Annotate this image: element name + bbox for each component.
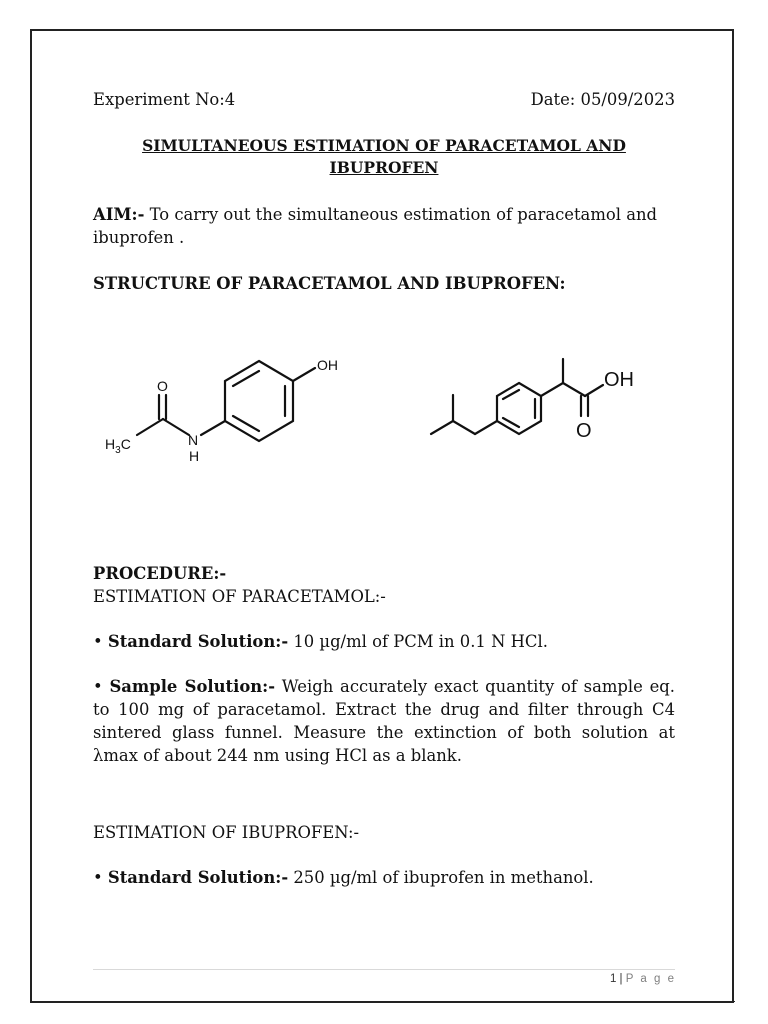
ibu-standard-label: Standard Solution:- (107, 868, 289, 887)
title-line-1: SIMULTANEOUS ESTIMATION OF PARACETAMOL AND (142, 136, 626, 155)
page-number: 1 (609, 973, 617, 985)
document-body (93, 88, 675, 889)
pcm-sample-text: Weigh accurately exact quantity of sample eq. to 100 mg of paracetamol. Extract the drug and filter through C4 sintered glass funnel. Measure the extinction of both solution at λmax of about 244 nm using HCl as a blank. (93, 677, 675, 765)
ibu-standard-solution (93, 866, 675, 889)
pcm-standard-text: 10 µg/ml of PCM in 0.1 N HCl. (288, 632, 548, 651)
bullet: • (93, 677, 103, 696)
header-row (93, 88, 675, 111)
paracetamol-o-label: O (157, 378, 168, 394)
aim-paragraph (93, 203, 675, 249)
pcm-standard-label: Standard Solution:- (107, 632, 289, 651)
page-border-bottom-line (35, 1001, 735, 1002)
footer-divider (93, 969, 675, 970)
page-footer (610, 973, 676, 985)
bullet: • (93, 868, 103, 887)
document-title (93, 135, 675, 179)
aim-label: AIM:- (93, 205, 145, 224)
experiment-date: Date: 05/09/2023 (530, 90, 675, 109)
paracetamol-estimation-heading: ESTIMATION OF PARACETAMOL:- (93, 587, 386, 606)
ibuprofen-o-label: O (576, 420, 592, 442)
title-line-2: IBUPROFEN (329, 158, 439, 177)
paracetamol-structure (93, 315, 383, 495)
ibu-standard-text: 250 µg/ml of ibuprofen in methanol. (288, 868, 594, 887)
aim-text: To carry out the simultaneous estimation of paracetamol and ibuprofen . (93, 205, 658, 247)
structure-heading: STRUCTURE OF PARACETAMOL AND IBUPROFEN: (93, 274, 566, 293)
bullet: • (93, 632, 103, 651)
paracetamol-n-label: N (188, 432, 199, 448)
pcm-standard-solution (93, 630, 675, 653)
ibuprofen-oh-label: OH (604, 369, 634, 391)
experiment-number: Experiment No:4 (93, 90, 236, 109)
ibuprofen-structure (399, 315, 675, 495)
paracetamol-oh-label: OH (317, 357, 338, 373)
page-word: P a g e (625, 973, 676, 985)
ibuprofen-estimation-heading: ESTIMATION OF IBUPROFEN:- (93, 823, 360, 842)
procedure-heading: PROCEDURE:- (93, 564, 227, 583)
footer-separator: | (619, 973, 623, 985)
pcm-sample-solution (93, 675, 675, 767)
paracetamol-h3c-label: $H_3C$ (105, 436, 131, 456)
paracetamol-h-label: H (189, 448, 200, 464)
chemical-structures (93, 315, 675, 495)
pcm-sample-label: Sample Solution:- (109, 677, 276, 696)
